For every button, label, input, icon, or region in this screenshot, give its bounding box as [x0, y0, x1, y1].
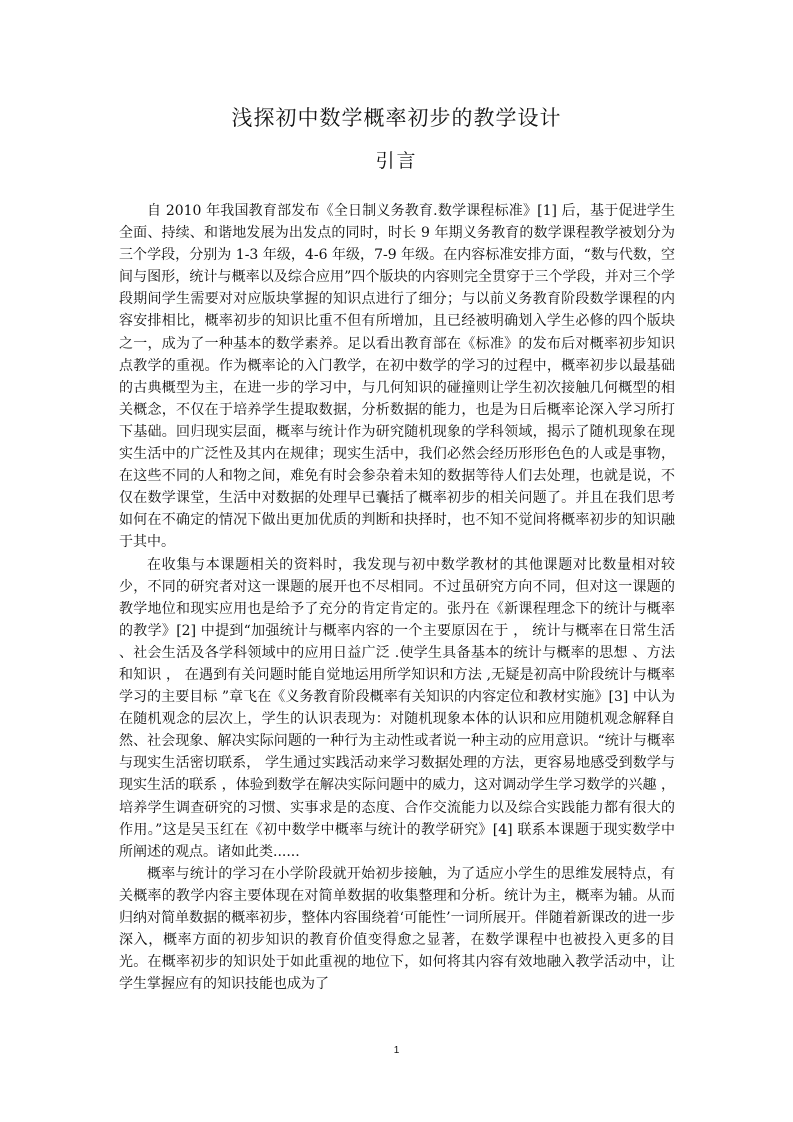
body-paragraph: 概率与统计的学习在小学阶段就开始初步接触，为了适应小学生的思维发展特点，有关概率的教学内容主要体现在对简单数据的收集整理和分析。统计为主，概率为辅。从而归纳对简单数据的概率初步，整体内容围绕着‘可能性’一词所展开。伴随着新课改的进一步深入，概率方面的初步知识的教育价值变得愈之显著，在数学课程中也被投入更多的目光。在概率初步的知识处于如此重视的地位下，如何将其内容有效地融入教学活动中，让学生掌握应有的知识技能也成为了 [119, 865, 675, 993]
body-paragraph: 自 2010 年我国教育部发布《全日制义务教育.数学课程标准》[1] 后，基于促进学生全面、持续、和谐地发展为出发点的同时，时长 9 年期义务教育的数学课程教学被划分为三个学段，分别为 1-3 年级，4-6 年级，7-9 年级。在内容标准安排方面，“数与代数，空间与图形，统计与概率以及综合应用”四个版块的内容则完全贯穿于三个学段，并对三个学段期间学生需要对对应版块掌握的知识点进行了细分；与以前义务教育阶段数学课程的内容安排相比，概率初步的知识比重不但有所增加，且已经被明确划入学生必修的四个版块之一，成为了一种基本的数学素养。足以看出教育部在《标准》的发布后对概率初步知识点教学的重视。作为概率论的入门教学，在初中数学的学习的过程中，概率初步以最基础的古典概型为主，在进一步的学习中，与几何知识的碰撞则让学生初次接触几何概型的相关概念，不仅在于培养学生提取数据，分析数据的能力，也是为日后概率论深入学习所打下基础。回归现实层面，概率与统计作为研究随机现象的学科领域，揭示了随机现象在现实生活中的广泛性及其内在规律；现实生活中，我们必然会经历形形色色的人或是事物，在这些不同的人和物之间，难免有时会参杂着未知的数据等待人们去处理，也就是说，不仅在数学课堂，生活中对数据的处理早已囊括了概率初步的相关问题了。并且在我们思考如何在不确定的情况下做出更加优质的判断和抉择时，也不知不觉间将概率初步的知识融于其中。 [119, 203, 675, 551]
page-number: 1 [393, 1045, 400, 1056]
body-paragraph: 在收集与本课题相关的资料时，我发现与初中数学教材的其他课题对比数量相对较少，不同的研究者对这一课题的展开也不尽相同。不过虽研究方向不同，但对这一课题的教学地位和现实应用也是给予了充分的肯定肯定的。张丹在《新课程理念下的统计与概率的教学》[2] 中提到“加强统计与概率内容的一个主要原因在于 ， 统计与概率在日常生活 、社会生活及各学科领域中的应用日益广泛 .使学生具备基本的统计与概率的思想 、方法和知识 ， 在遇到有关问题时能自觉地运用所学知识和方法 ,无疑是初高中阶段统计与概率学习的主要目标 ”章飞在《义务教育阶段概率有关知识的内容定位和教材实施》[3] 中认为在随机观念的层次上，学生的认识表现为：对随机现象本体的认识和应用随机观念解释自然、社会现象、解决实际问题的一种行为主动性或者说一种主动的应用意识。“统计与概率与现实生活密切联系， 学生通过实践活动来学习数据处理的方法，更容易地感受到数学与现实生活的联系 ，体验到数学在解决实际问题中的威力，这对调动学生学习数学的兴趣 ，培养学生调查研究的习惯、实事求是的态度、合作交流能力以及综合实践能力都有很大的作用。”这是吴玉红在《初中数学中概率与统计的教学研究》[4] 联系本课题于现实数学中所阐述的观点。诸如此类...... [119, 556, 675, 860]
section-heading: 引言 [375, 150, 418, 172]
document-body [119, 200, 675, 995]
document-title: 浅探初中数学概率初步的教学设计 [231, 106, 562, 130]
